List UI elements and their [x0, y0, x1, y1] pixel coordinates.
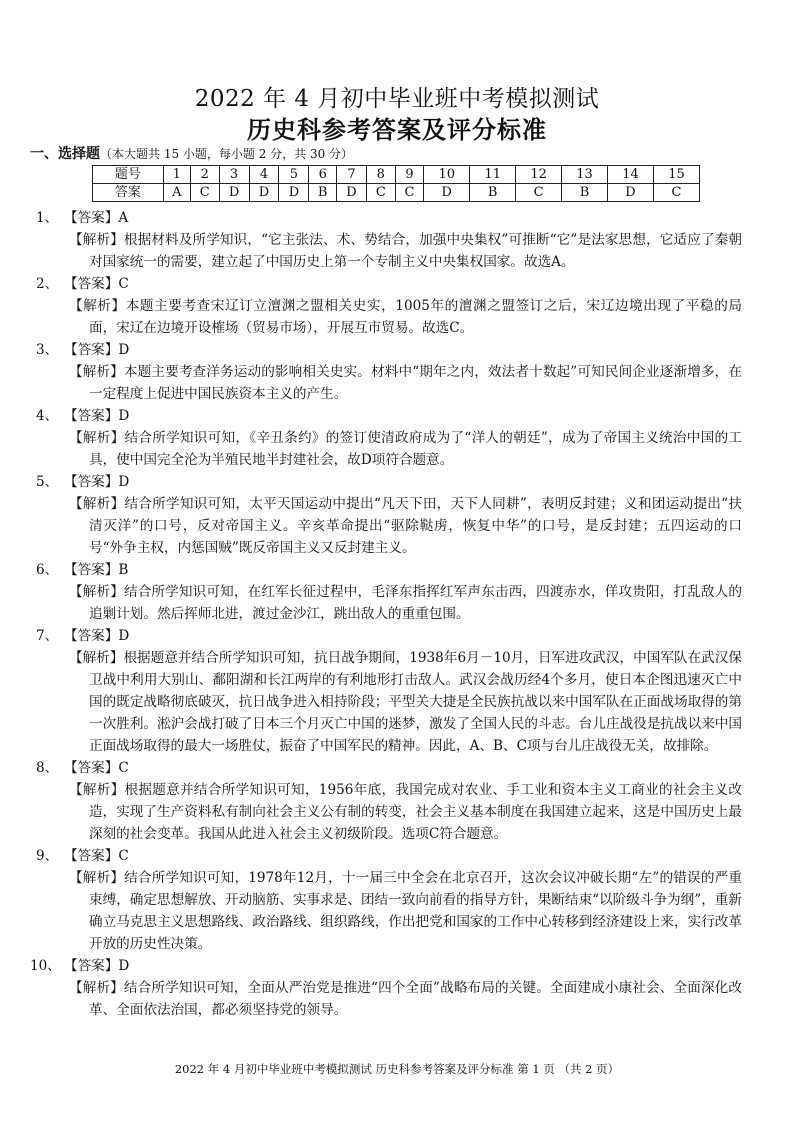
list-item [30, 845, 742, 955]
question-number: 12 [516, 166, 562, 184]
answer-cell: D [219, 184, 249, 202]
item-explanation: 【解析】本题主要考查洋务运动的影响相关史实。材料中“期年之内，效法者十数起”可知民间企业逐渐增多，在一定程度上促进中国民族资本主义的产生。 [69, 364, 742, 402]
document-subtitle: 历史科参考答案及评分标准 [247, 115, 547, 144]
item-number: 10、 [30, 958, 61, 974]
list-item [30, 273, 742, 339]
answer-cell: B [470, 184, 516, 202]
item-explanation: 【解析】结合所学知识可知，1978年12月，十一届三中全会在北京召开，这次会议冲破长期“左”的错误的严重束缚，确定思想解放、开动脑筋、实事求是、团结一致向前看的指导方针，果断结束“以阶级斗争为纲”，重新确立马克思主义思想路线、政治路线、组织路线，作出把党和国家的工作中心转移到经济建设上来，实行改革开放的历史性决策。 [69, 870, 742, 952]
question-number: 9 [395, 166, 424, 184]
list-item [30, 471, 742, 559]
question-number: 3 [219, 166, 249, 184]
question-number: 1 [163, 166, 190, 184]
item-explanation: 【解析】结合所学知识可知，《辛丑条约》的签订使清政府成为了“洋人的朝廷”，成为了帝国主义统治中国的工具，使中国完全沦为半殖民地半封建社会，故D项符合题意。 [69, 430, 742, 468]
answer-cell: C [653, 184, 699, 202]
answer-explanations [30, 207, 742, 1021]
item-explanation: 【解析】根据材料及所学知识，“它主张法、术、势结合，加强中央集权”可推断“它”是法家思想，它适应了秦朝对国家统一的需要，建立起了中国历史上第一个专制主义中央集权国家。故选A。 [69, 232, 742, 270]
question-number: 13 [562, 166, 608, 184]
answer-table-row-answers [93, 184, 700, 202]
item-answer: 【答案】C [64, 760, 129, 776]
question-number: 10 [424, 166, 470, 184]
item-number: 9、 [36, 848, 59, 864]
answer-cell: D [279, 184, 309, 202]
item-number: 2、 [36, 276, 59, 292]
item-number: 1、 [36, 210, 59, 226]
item-explanation: 【解析】根据题意并结合所学知识可知，1956年底，我国完成对农业、手工业和资本主义工商业的社会主义改造，实现了生产资料私有制向社会主义公有制的转变，社会主义基本制度在我国建立起来，这是中国历史上最深刻的社会变革。我国从此进入社会主义初级阶段。选项C符合题意。 [69, 782, 742, 842]
item-number: 8、 [36, 760, 59, 776]
item-answer: 【答案】D [64, 474, 130, 490]
item-explanation: 【解析】结合所学知识可知，全面从严治党是推进“四个全面”战略布局的关键。全面建成小康社会、全面深化改革、全面依法治国，都必须坚持党的领导。 [69, 980, 742, 1018]
item-explanation: 【解析】结合所学知识可知，在红军长征过程中，毛泽东指挥红军声东击西，四渡赤水，佯攻贵阳，打乱敌人的追剿计划。然后挥师北进，渡过金沙江，跳出敌人的重重包围。 [69, 584, 742, 622]
item-answer: 【答案】D [64, 342, 130, 358]
page-footer: 2022 年 4 月初中毕业班中考模拟测试 历史科参考答案及评分标准 第 1 页 （共 2 页） [174, 1062, 620, 1076]
item-answer: 【答案】C [64, 848, 129, 864]
question-number: 15 [653, 166, 699, 184]
question-number: 5 [279, 166, 309, 184]
list-item [30, 757, 742, 845]
answer-cell: C [190, 184, 219, 202]
document-title: 2022 年 4 月初中毕业班中考模拟测试 [194, 86, 600, 112]
answer-table [92, 165, 700, 202]
answer-table-row-numbers [93, 166, 700, 184]
answer-cell: C [366, 184, 395, 202]
item-number: 5、 [36, 474, 59, 490]
question-number: 8 [366, 166, 395, 184]
question-number: 6 [309, 166, 337, 184]
answer-cell: A [163, 184, 190, 202]
list-item [30, 207, 742, 273]
list-item [30, 625, 742, 757]
list-item [30, 405, 742, 471]
item-number: 4、 [36, 408, 59, 424]
row-label-answer: 答案 [93, 184, 164, 202]
answer-cell: D [424, 184, 470, 202]
answer-cell: D [337, 184, 367, 202]
item-answer: 【答案】C [64, 276, 129, 292]
question-number: 14 [608, 166, 654, 184]
item-explanation: 【解析】根据题意并结合所学知识可知，抗日战争期间，1938年6月－10月，日军进攻武汉，中国军队在武汉保卫战中利用大别山、鄱阳湖和长江两岸的有利地形打击敌人。武汉会战历经4个多月，使日本企图迅速灭亡中国的既定战略彻底破灭，抗日战争进入相持阶段；平型关大捷是全民族抗战以来中国军队在正面战场取得的第一次胜利。淞沪会战打破了日本三个月灭亡中国的迷梦，激发了全国人民的斗志。台儿庄战役是抗战以来中国正面战场取得的最大一场胜仗，振奋了中国军民的精神。因此，A、B、C项与台儿庄战役无关，故排除。 [69, 650, 742, 754]
item-answer: 【答案】D [64, 958, 130, 974]
item-explanation: 【解析】本题主要考查宋辽订立澶渊之盟相关史实，1005年的澶渊之盟签订之后，宋辽边境出现了平稳的局面，宋辽在边境开设榷场（贸易市场），开展互市贸易。故选C。 [69, 298, 742, 336]
item-answer: 【答案】A [64, 210, 129, 226]
list-item [30, 559, 742, 625]
answer-cell: C [395, 184, 424, 202]
answer-cell: C [516, 184, 562, 202]
question-number: 4 [249, 166, 279, 184]
item-answer: 【答案】B [64, 562, 129, 578]
answer-cell: B [309, 184, 337, 202]
list-item [30, 955, 742, 1021]
section-heading [30, 143, 353, 163]
answer-cell: D [249, 184, 279, 202]
answer-cell: B [562, 184, 608, 202]
question-number: 11 [470, 166, 516, 184]
item-answer: 【答案】D [64, 628, 130, 644]
list-item [30, 339, 742, 405]
question-number: 2 [190, 166, 219, 184]
item-answer: 【答案】D [64, 408, 130, 424]
section-heading-note: （本大题共 15 小题，每小题 2 分，共 30 分） [100, 147, 354, 161]
item-explanation: 【解析】结合所学知识可知，太平天国运动中提出“凡天下田，天下人同耕”，表明反封建；义和团运动提出“扶清灭洋”的口号，反对帝国主义。辛亥革命提出“驱除鞑虏，恢复中华”的口号，是反封建；五四运动的口号“外争主权，内惩国贼”既反帝国主义又反封建主义。 [69, 496, 742, 556]
row-label-number: 题号 [93, 166, 164, 184]
item-number: 6、 [36, 562, 59, 578]
question-number: 7 [337, 166, 367, 184]
section-heading-label: 一、选择题 [30, 146, 100, 162]
item-number: 7、 [36, 628, 59, 644]
item-number: 3、 [36, 342, 59, 358]
answer-cell: D [608, 184, 654, 202]
